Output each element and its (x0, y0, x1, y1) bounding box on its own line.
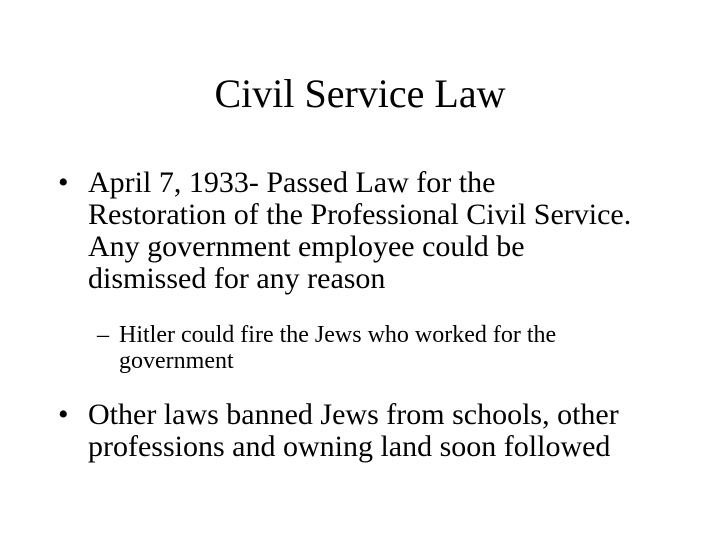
bullet-line: Other laws banned Jews from schools, other (88, 398, 619, 431)
bullet-line: professions and owning land soon followed (88, 430, 611, 463)
bullet-marker: • (58, 166, 69, 199)
bullet-item (58, 399, 678, 463)
sub-bullet-marker: – (97, 322, 109, 348)
sub-bullet-line: Hitler could fire the Jews who worked for the (119, 322, 557, 348)
bullet-text (88, 399, 619, 463)
bullet-item (58, 167, 678, 295)
sub-bullet-text (119, 322, 556, 374)
bullet-line: Restoration of the Professional Civil Service. (88, 198, 632, 231)
sub-bullet-line: government (119, 348, 234, 374)
bullet-line: April 7, 1933- Passed Law for the (88, 166, 496, 199)
bullet-text (88, 167, 631, 295)
bullet-line: dismissed for any reason (88, 262, 386, 295)
bullet-line: Any government employee could be (88, 230, 525, 263)
sub-bullet-item (97, 322, 657, 374)
slide-title: Civil Service Law (214, 71, 506, 116)
bullet-marker: • (58, 398, 69, 431)
